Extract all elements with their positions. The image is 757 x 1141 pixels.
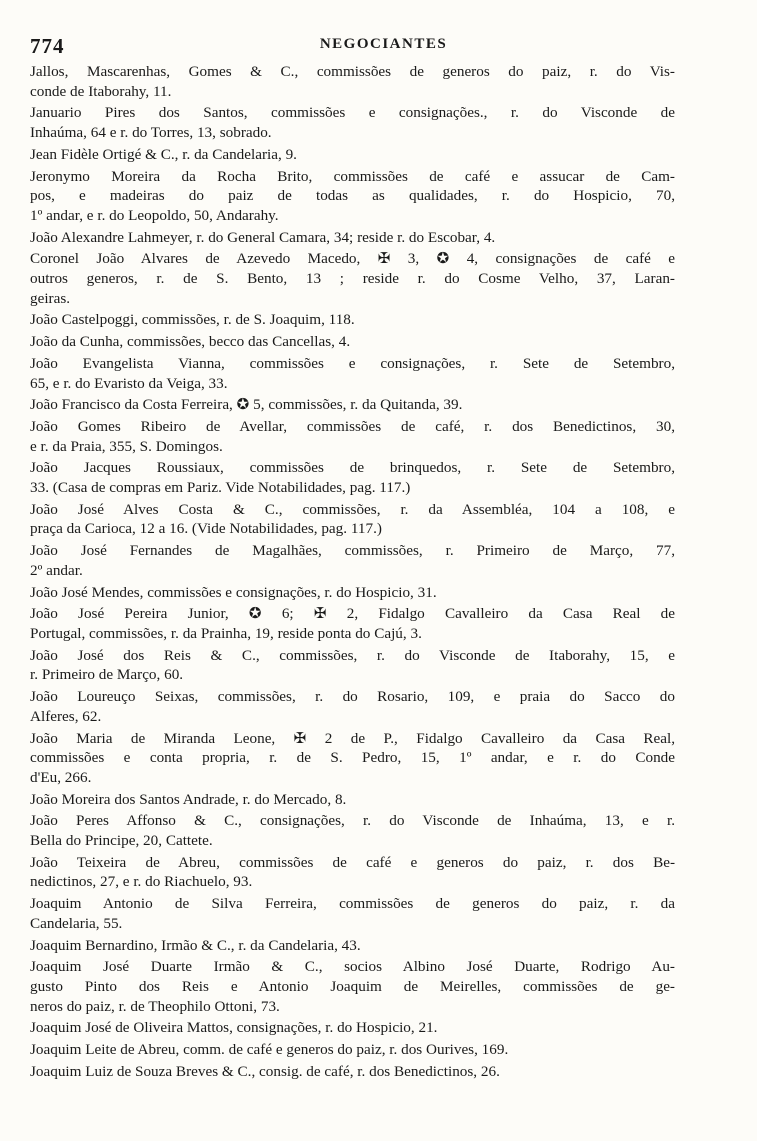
directory-entry [30, 541, 675, 580]
entry-line: Januario Pires dos Santos, commissões e consignações., r. do Visconde de [30, 104, 675, 122]
directory-entry [30, 145, 675, 165]
entry-line: João José Pereira Junior, ✪ 6; ✠ 2, Fidalgo Cavalleiro da Casa Real de [30, 605, 675, 623]
entry-line: Bella do Principe, 20, Cattete. [30, 832, 213, 850]
entry-line: commissões e conta propria, r. de S. Pedro, 15, 1º andar, e r. do Conde [30, 749, 675, 767]
entry-line: Joaquim Luiz de Souza Breves & C., consig. de café, r. dos Benedictinos, 26. [30, 1062, 500, 1080]
entry-line: 2º andar. [30, 561, 83, 579]
directory-entry [30, 729, 675, 788]
entry-line: 65, e r. do Evaristo da Veiga, 33. [30, 374, 228, 392]
directory-entry [30, 583, 675, 603]
entry-line: João José Fernandes de Magalhães, commissões, r. Primeiro de Março, 77, [30, 542, 675, 560]
entry-line: Coronel João Alvares de Azevedo Macedo, ✠ 3, ✪ 4, consignações de café e [30, 250, 675, 268]
entry-line: Joaquim Antonio de Silva Ferreira, commissões de generos do paiz, r. da [30, 895, 675, 913]
entry-line: gusto Pinto dos Reis e Antonio Joaquim de Meirelles, commissões de ge- [30, 977, 675, 995]
directory-entry [30, 646, 675, 685]
directory-entry [30, 395, 675, 415]
entry-line: João Moreira dos Santos Andrade, r. do Mercado, 8. [30, 790, 347, 808]
entry-line: outros generos, r. de S. Bento, 13 ; reside r. do Cosme Velho, 37, Laran- [30, 270, 675, 288]
entry-line: nedictinos, 27, e r. do Riachuelo, 93. [30, 873, 253, 891]
directory-entry [30, 249, 675, 308]
entry-line: Candelaria, 55. [30, 914, 123, 932]
directory-entry [30, 790, 675, 810]
entry-line: João José dos Reis & C., commissões, r. do Visconde de Itaborahy, 15, e [30, 646, 675, 664]
directory-entry [30, 687, 675, 726]
entry-line: e r. da Praia, 355, S. Domingos. [30, 437, 223, 455]
directory-entry [30, 957, 675, 1016]
directory-entry [30, 228, 675, 248]
page-header [30, 34, 737, 58]
entry-line: 1º andar, e r. do Leopoldo, 50, Andarahy. [30, 206, 279, 224]
entry-line: João José Mendes, commissões e consignações, r. do Hospicio, 31. [30, 583, 437, 601]
entry-line: Inhaúma, 64 e r. do Torres, 13, sobrado. [30, 124, 272, 142]
entry-line: João Evangelista Vianna, commissões e consignações, r. Sete de Setembro, [30, 354, 675, 372]
entry-line: João da Cunha, commissões, becco das Cancellas, 4. [30, 333, 351, 351]
directory-entry [30, 500, 675, 539]
directory-entry [30, 1018, 675, 1038]
directory-entry [30, 936, 675, 956]
directory-entry [30, 458, 675, 497]
entry-line: Jallos, Mascarenhas, Gomes & C., commissões de generos do paiz, r. do Vis- [30, 63, 675, 80]
entry-line: pos, e madeiras do paiz de todas as qualidades, r. do Hospicio, 70, [30, 187, 675, 205]
entry-line: João Gomes Ribeiro de Avellar, commissões de café, r. dos Benedictinos, 30, [30, 417, 675, 435]
entry-line: Jeronymo Moreira da Rocha Brito, commissões de café e assucar de Cam- [30, 167, 675, 185]
entry-line: João Alexandre Lahmeyer, r. do General Camara, 34; reside r. do Escobar, 4. [30, 228, 496, 246]
directory-entry [30, 1062, 675, 1082]
directory-entry [30, 167, 675, 226]
entry-line: 33. (Casa de compras em Pariz. Vide Notabilidades, pag. 117.) [30, 479, 411, 497]
entry-line: Joaquim José Duarte Irmão & C., socios Albino José Duarte, Rodrigo Au- [30, 958, 675, 976]
entry-line: praça da Carioca, 12 a 16. (Vide Notabilidades, pag. 117.) [30, 520, 382, 538]
directory-entry [30, 103, 675, 142]
entry-line: João Peres Affonso & C., consignações, r. do Visconde de Inhaúma, 13, e r. [30, 812, 675, 830]
entry-line: conde de Itaborahy, 11. [30, 82, 172, 100]
directory-entry [30, 811, 675, 850]
entry-line: Joaquim Leite de Abreu, comm. de café e generos do paiz, r. dos Ourives, 169. [30, 1041, 509, 1059]
directory-entry [30, 1040, 675, 1060]
entry-line: João Teixeira de Abreu, commissões de café e generos do paiz, r. dos Be- [30, 853, 675, 871]
directory-entry [30, 310, 675, 330]
directory-entry [30, 332, 675, 352]
entry-line: Portugal, commissões, r. da Prainha, 19, reside ponta do Cajú, 3. [30, 624, 422, 642]
entry-line: João Maria de Miranda Leone, ✠ 2 de P., Fidalgo Cavalleiro da Casa Real, [30, 729, 675, 747]
entry-line: Joaquim José de Oliveira Mattos, consignações, r. do Hospicio, 21. [30, 1019, 438, 1037]
page-title: NEGOCIANTES [319, 36, 448, 52]
directory-entry [30, 62, 675, 101]
entry-line: Jean Fidèle Ortigé & C., r. da Candelaria, 9. [30, 145, 297, 163]
entry-line: João Jacques Roussiaux, commissões de brinquedos, r. Sete de Setembro, [30, 459, 675, 477]
entry-line: João Castelpoggi, commissões, r. de S. Joaquim, 118. [30, 311, 355, 329]
entry-line: Joaquim Bernardino, Irmão & C., r. da Candelaria, 43. [30, 936, 361, 954]
entry-line: João Loureuço Seixas, commissões, r. do Rosario, 109, e praia do Sacco do [30, 688, 675, 706]
entry-line: neros do paiz, r. de Theophilo Ottoni, 73. [30, 997, 280, 1015]
entry-line: João Francisco da Costa Ferreira, ✪ 5, commissões, r. da Quitanda, 39. [30, 396, 463, 414]
page-number: 774 [30, 34, 65, 58]
entry-line: geiras. [30, 289, 71, 307]
entry-line: Alferes, 62. [30, 707, 102, 725]
directory-entry [30, 354, 675, 393]
entry-line: João José Alves Costa & C., commissões, r. da Assembléa, 104 a 108, e [30, 500, 675, 518]
directory-entry [30, 604, 675, 643]
directory-entry [30, 417, 675, 456]
directory-entry [30, 894, 675, 933]
entry-line: r. Primeiro de Março, 60. [30, 666, 184, 684]
directory-entry [30, 853, 675, 892]
entry-list [30, 62, 675, 1083]
entry-line: d'Eu, 266. [30, 768, 92, 786]
